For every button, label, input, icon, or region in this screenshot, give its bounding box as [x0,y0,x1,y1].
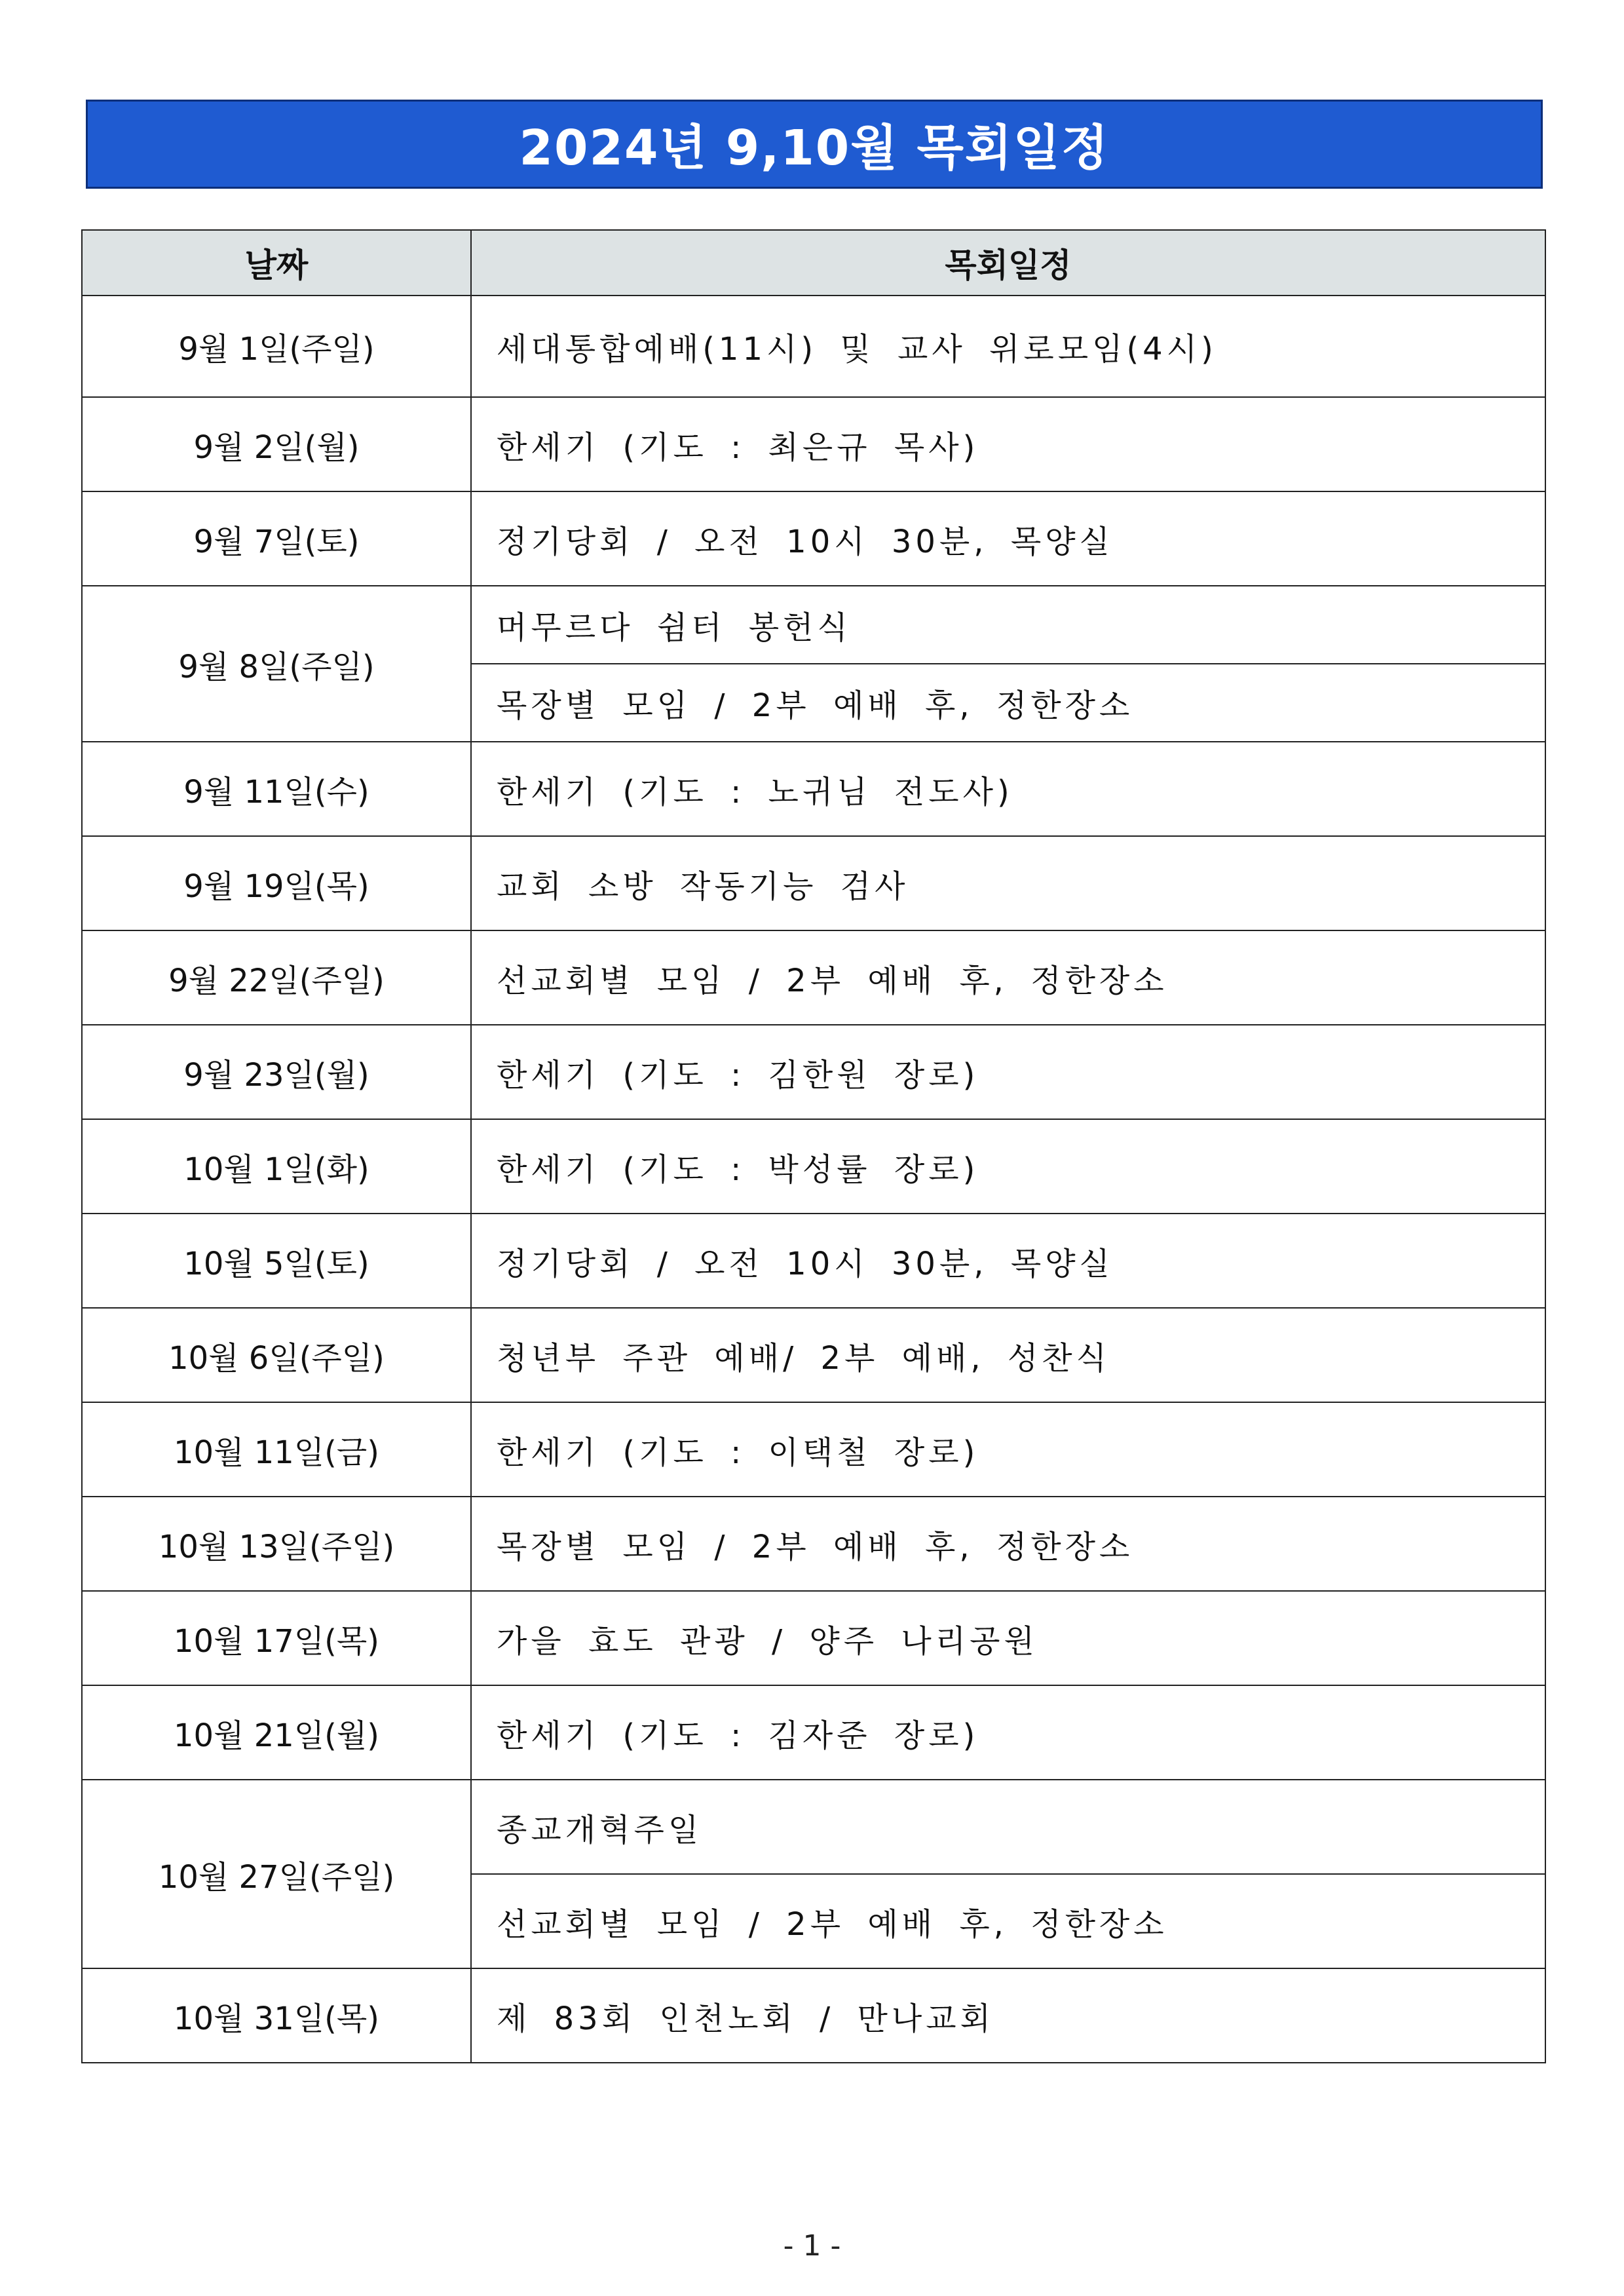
date-cell: 10월 6일(주일) [82,1308,471,1402]
date-cell: 10월 27일(주일) [82,1780,471,1968]
event-cell: 목장별 모임 / 2부 예배 후, 정한장소 [471,664,1545,742]
date-cell: 9월 23일(월) [82,1025,471,1119]
event-cell: 목장별 모임 / 2부 예배 후, 정한장소 [471,1497,1545,1591]
date-cell: 10월 11일(금) [82,1402,471,1497]
date-cell: 9월 19일(목) [82,836,471,930]
table-row [82,1119,1545,1214]
event-cell: 종교개혁주일 [471,1780,1545,1874]
page-title: 2024년 9,10월 목회일정 [519,120,1110,176]
header-schedule: 목회일정 [471,230,1545,296]
table-row [82,1497,1545,1591]
date-cell: 10월 13일(주일) [82,1497,471,1591]
table-row [82,296,1545,397]
date-cell: 10월 31일(목) [82,1968,471,2063]
date-cell: 9월 11일(수) [82,742,471,836]
event-cell: 한세기 (기도 : 이택철 장로) [471,1402,1545,1497]
event-cell: 제 83회 인천노회 / 만나교회 [471,1968,1545,2063]
header-date: 날짜 [82,230,471,296]
table-row [82,1308,1545,1402]
table-row [82,586,1545,664]
schedule-body [82,296,1545,2063]
event-cell: 한세기 (기도 : 최은규 목사) [471,397,1545,491]
event-cell: 정기당회 / 오전 10시 30분, 목양실 [471,1214,1545,1308]
date-cell: 9월 7일(토) [82,491,471,586]
event-cell: 청년부 주관 예배/ 2부 예배, 성찬식 [471,1308,1545,1402]
page-number: - 1 - [783,2229,841,2263]
event-cell: 한세기 (기도 : 김자준 장로) [471,1685,1545,1780]
table-row [82,1968,1545,2063]
table-row [82,742,1545,836]
date-cell: 10월 17일(목) [82,1591,471,1685]
event-cell: 정기당회 / 오전 10시 30분, 목양실 [471,491,1545,586]
date-cell: 9월 1일(주일) [82,296,471,397]
date-cell: 10월 1일(화) [82,1119,471,1214]
table-row [82,1685,1545,1780]
event-cell: 한세기 (기도 : 노귀님 전도사) [471,742,1545,836]
event-cell: 가을 효도 관광 / 양주 나리공원 [471,1591,1545,1685]
table-row [82,397,1545,491]
table-row [82,1780,1545,1874]
table-row [82,1591,1545,1685]
date-cell: 9월 2일(월) [82,397,471,491]
table-row [82,930,1545,1025]
table-row [82,836,1545,930]
table-row [82,491,1545,586]
schedule-table [81,229,1546,2063]
event-cell: 한세기 (기도 : 박성률 장로) [471,1119,1545,1214]
event-cell: 세대통합예배(11시) 및 교사 위로모임(4시) [471,296,1545,397]
table-header-row [82,230,1545,296]
table-row [82,1214,1545,1308]
date-cell: 9월 22일(주일) [82,930,471,1025]
event-cell: 선교회별 모임 / 2부 예배 후, 정한장소 [471,1874,1545,1968]
event-cell: 교회 소방 작동기능 검사 [471,836,1545,930]
table-row [82,1025,1545,1119]
date-cell: 9월 8일(주일) [82,586,471,742]
date-cell: 10월 5일(토) [82,1214,471,1308]
date-cell: 10월 21일(월) [82,1685,471,1780]
table-row [82,1402,1545,1497]
title-bar [86,100,1543,189]
event-cell: 선교회별 모임 / 2부 예배 후, 정한장소 [471,930,1545,1025]
event-cell: 머무르다 쉼터 봉헌식 [471,586,1545,664]
event-cell: 한세기 (기도 : 김한원 장로) [471,1025,1545,1119]
